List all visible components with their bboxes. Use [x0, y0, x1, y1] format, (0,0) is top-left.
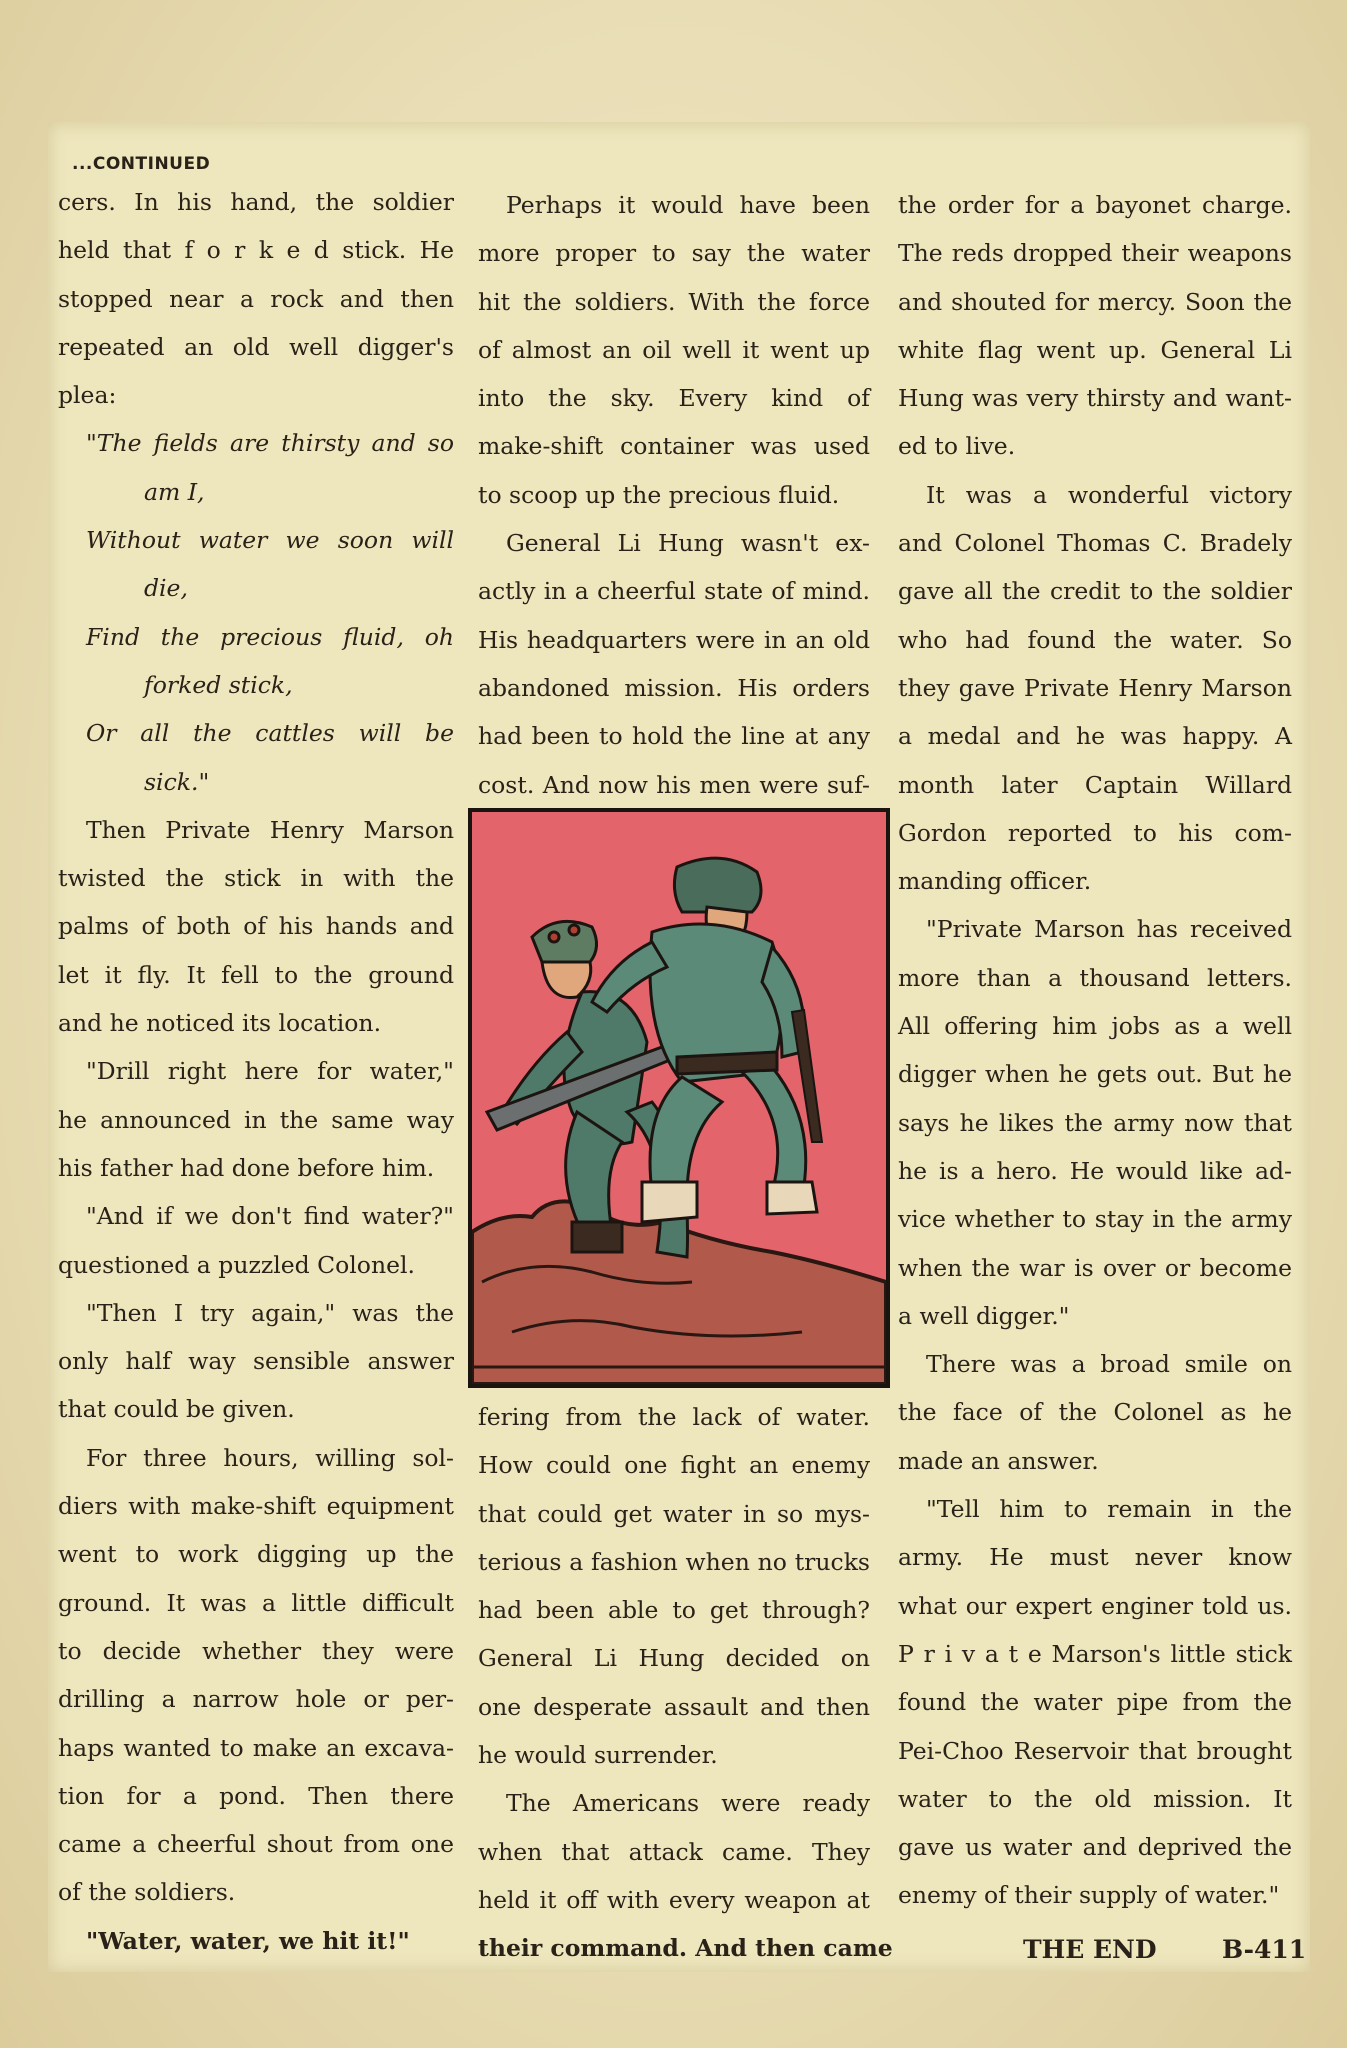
text-line: more proper to say the water — [478, 239, 870, 268]
text-line: to decide whether they were — [58, 1636, 454, 1665]
text-line: "Tell him to remain in the — [926, 1495, 1292, 1524]
text-line: he would surrender. — [478, 1741, 718, 1770]
text-line: one desperate assault and then — [478, 1692, 870, 1721]
text-line: It was a wonderful victory — [926, 480, 1292, 509]
text-line: manding officer. — [898, 867, 1092, 896]
text-line: his father had done before him. — [58, 1153, 435, 1182]
text-column-1 — [58, 178, 454, 1965]
text-line: "And if we don't find water?" — [86, 1202, 454, 1231]
text-line: Gordon reported to his com- — [898, 818, 1292, 847]
text-line: and Colonel Thomas C. Bradely — [898, 529, 1292, 558]
text-line: to scoop up the precious fluid. — [478, 480, 840, 509]
text-line: more than a thousand letters. — [898, 963, 1292, 992]
text-line: let it fly. It fell to the ground — [58, 960, 454, 989]
poem-line: die, — [144, 574, 188, 603]
text-line: "Drill right here for water," — [86, 1057, 454, 1086]
text-line: found the water pipe from the — [898, 1688, 1292, 1717]
text-line: what our expert enginer told us. — [898, 1591, 1292, 1620]
text-line: P r i v a t e Marson's little stick — [898, 1639, 1292, 1668]
text-line: ground. It was a little difficult — [58, 1588, 454, 1617]
text-line: had been to hold the line at any — [478, 722, 870, 751]
text-line: made an answer. — [898, 1446, 1099, 1475]
text-line: he announced in the same way — [58, 1105, 454, 1134]
text-line: and he noticed its location. — [58, 1009, 382, 1038]
text-line: questioned a puzzled Colonel. — [58, 1250, 415, 1279]
text-line: plea: — [58, 381, 117, 410]
text-line: haps wanted to make an excava- — [58, 1733, 454, 1762]
text-line: water to the old mission. It — [898, 1784, 1292, 1813]
page-code: B-411 — [1222, 1935, 1307, 1964]
the-end-label: THE END — [1023, 1935, 1157, 1964]
text-line: Pei-Choo Reservoir that brought — [898, 1736, 1292, 1765]
text-line: they gave Private Henry Marson — [898, 673, 1292, 702]
poem-line: forked stick, — [144, 670, 293, 699]
text-line: army. He must never know — [898, 1543, 1292, 1572]
text-line: "Water, water, we hit it!" — [86, 1926, 410, 1955]
text-line: diers with make-shift equipment — [58, 1492, 454, 1521]
text-line: gave us water and deprived the — [898, 1833, 1292, 1862]
text-line: the face of the Colonel as he — [898, 1398, 1292, 1427]
text-line: only half way sensible answer — [58, 1347, 454, 1376]
text-line: white flag went up. General Li — [898, 335, 1292, 364]
text-line: a medal and he was happy. A — [898, 722, 1292, 751]
text-column-3 — [898, 181, 1292, 1920]
text-line: All offering him jobs as a well — [898, 1012, 1292, 1041]
text-line: that could be given. — [58, 1395, 295, 1424]
text-line: There was a broad smile on — [926, 1350, 1292, 1379]
text-line: Perhaps it would have been — [506, 191, 870, 219]
text-line: had been able to get through? — [478, 1596, 870, 1625]
text-line: Hung was very thirsty and want- — [898, 384, 1292, 413]
poem-line: Without water we soon will — [86, 526, 454, 555]
text-line: General Li Hung wasn't ex- — [506, 529, 870, 558]
text-line: month later Captain Willard — [898, 770, 1292, 799]
text-line: a well digger." — [898, 1301, 1070, 1330]
text-line: their command. And then came — [478, 1934, 893, 1963]
text-line: For three hours, willing sol- — [86, 1443, 454, 1472]
text-line: drilling a narrow hole or per- — [58, 1685, 454, 1714]
text-line: "Then I try again," was the — [86, 1298, 454, 1327]
text-column-2-top — [478, 181, 870, 809]
text-line: into the sky. Every kind of — [478, 384, 870, 413]
text-line: held it off with every weapon at — [478, 1885, 870, 1914]
text-line: that could get water in so mys- — [478, 1499, 870, 1528]
poem-line: Find the precious fluid, oh — [86, 622, 454, 651]
text-line: says he likes the army now that — [898, 1108, 1292, 1137]
text-line: gave all the credit to the soldier — [898, 577, 1292, 606]
text-line: make-shift container was used — [478, 432, 870, 461]
text-line: tion for a pond. Then there — [58, 1781, 454, 1810]
soldiers-illustration — [472, 812, 886, 1384]
text-line: actly in a cheerful state of mind. — [478, 577, 870, 606]
text-line: and shouted for mercy. Soon the — [898, 287, 1292, 316]
text-line: of almost an oil well it went up — [478, 335, 870, 364]
text-line: His headquarters were in an old — [478, 625, 870, 654]
text-line: the order for a bayonet charge. — [898, 191, 1292, 219]
text-line: cers. In his hand, the soldier — [58, 188, 454, 216]
text-line: The Americans were ready — [506, 1789, 870, 1818]
text-line: digger when he gets out. But he — [898, 1060, 1292, 1089]
text-line: he is a hero. He would like ad- — [898, 1156, 1292, 1185]
text-line: came a cheerful shout from one — [58, 1830, 454, 1859]
text-line: cost. And now his men were suf- — [478, 770, 870, 799]
text-line: ed to live. — [898, 432, 1016, 461]
comic-panel-illustration — [468, 808, 890, 1388]
poem-line: sick." — [144, 767, 210, 796]
text-line: when that attack came. They — [478, 1837, 870, 1866]
text-line: when the war is over or become — [898, 1253, 1292, 1282]
text-line: fering from the lack of water. — [478, 1403, 870, 1431]
text-line: of the soldiers. — [58, 1878, 236, 1907]
text-line: hit the soldiers. With the force — [478, 287, 870, 316]
text-line: The reds dropped their weapons — [898, 239, 1292, 268]
text-line: palms of both of his hands and — [58, 912, 454, 941]
text-line: enemy of their supply of water." — [898, 1881, 1280, 1910]
text-line: How could one fight an enemy — [478, 1451, 870, 1480]
text-line: who had found the water. So — [898, 625, 1292, 654]
text-line: twisted the stick in with the — [58, 864, 454, 893]
poem-line: "The fields are thirsty and so — [86, 429, 454, 458]
text-line: went to work digging up the — [58, 1540, 454, 1569]
text-line: vice whether to stay in the army — [898, 1205, 1292, 1234]
text-line: "Private Marson has received — [926, 915, 1292, 944]
text-column-2-bottom — [478, 1393, 893, 1973]
text-line: held that f o r k e d stick. He — [58, 236, 454, 265]
text-line: Then Private Henry Marson — [86, 815, 454, 844]
text-line: abandoned mission. His orders — [478, 673, 870, 702]
text-line: repeated an old well digger's — [58, 332, 454, 361]
text-line: stopped near a rock and then — [58, 284, 454, 313]
text-line: General Li Hung decided on — [478, 1644, 870, 1673]
continued-label: ...CONTINUED — [72, 154, 211, 174]
poem-line: Or all the cattles will be — [86, 719, 454, 748]
text-line: terious a fashion when no trucks — [478, 1547, 870, 1576]
poem-line: am I, — [144, 477, 205, 506]
